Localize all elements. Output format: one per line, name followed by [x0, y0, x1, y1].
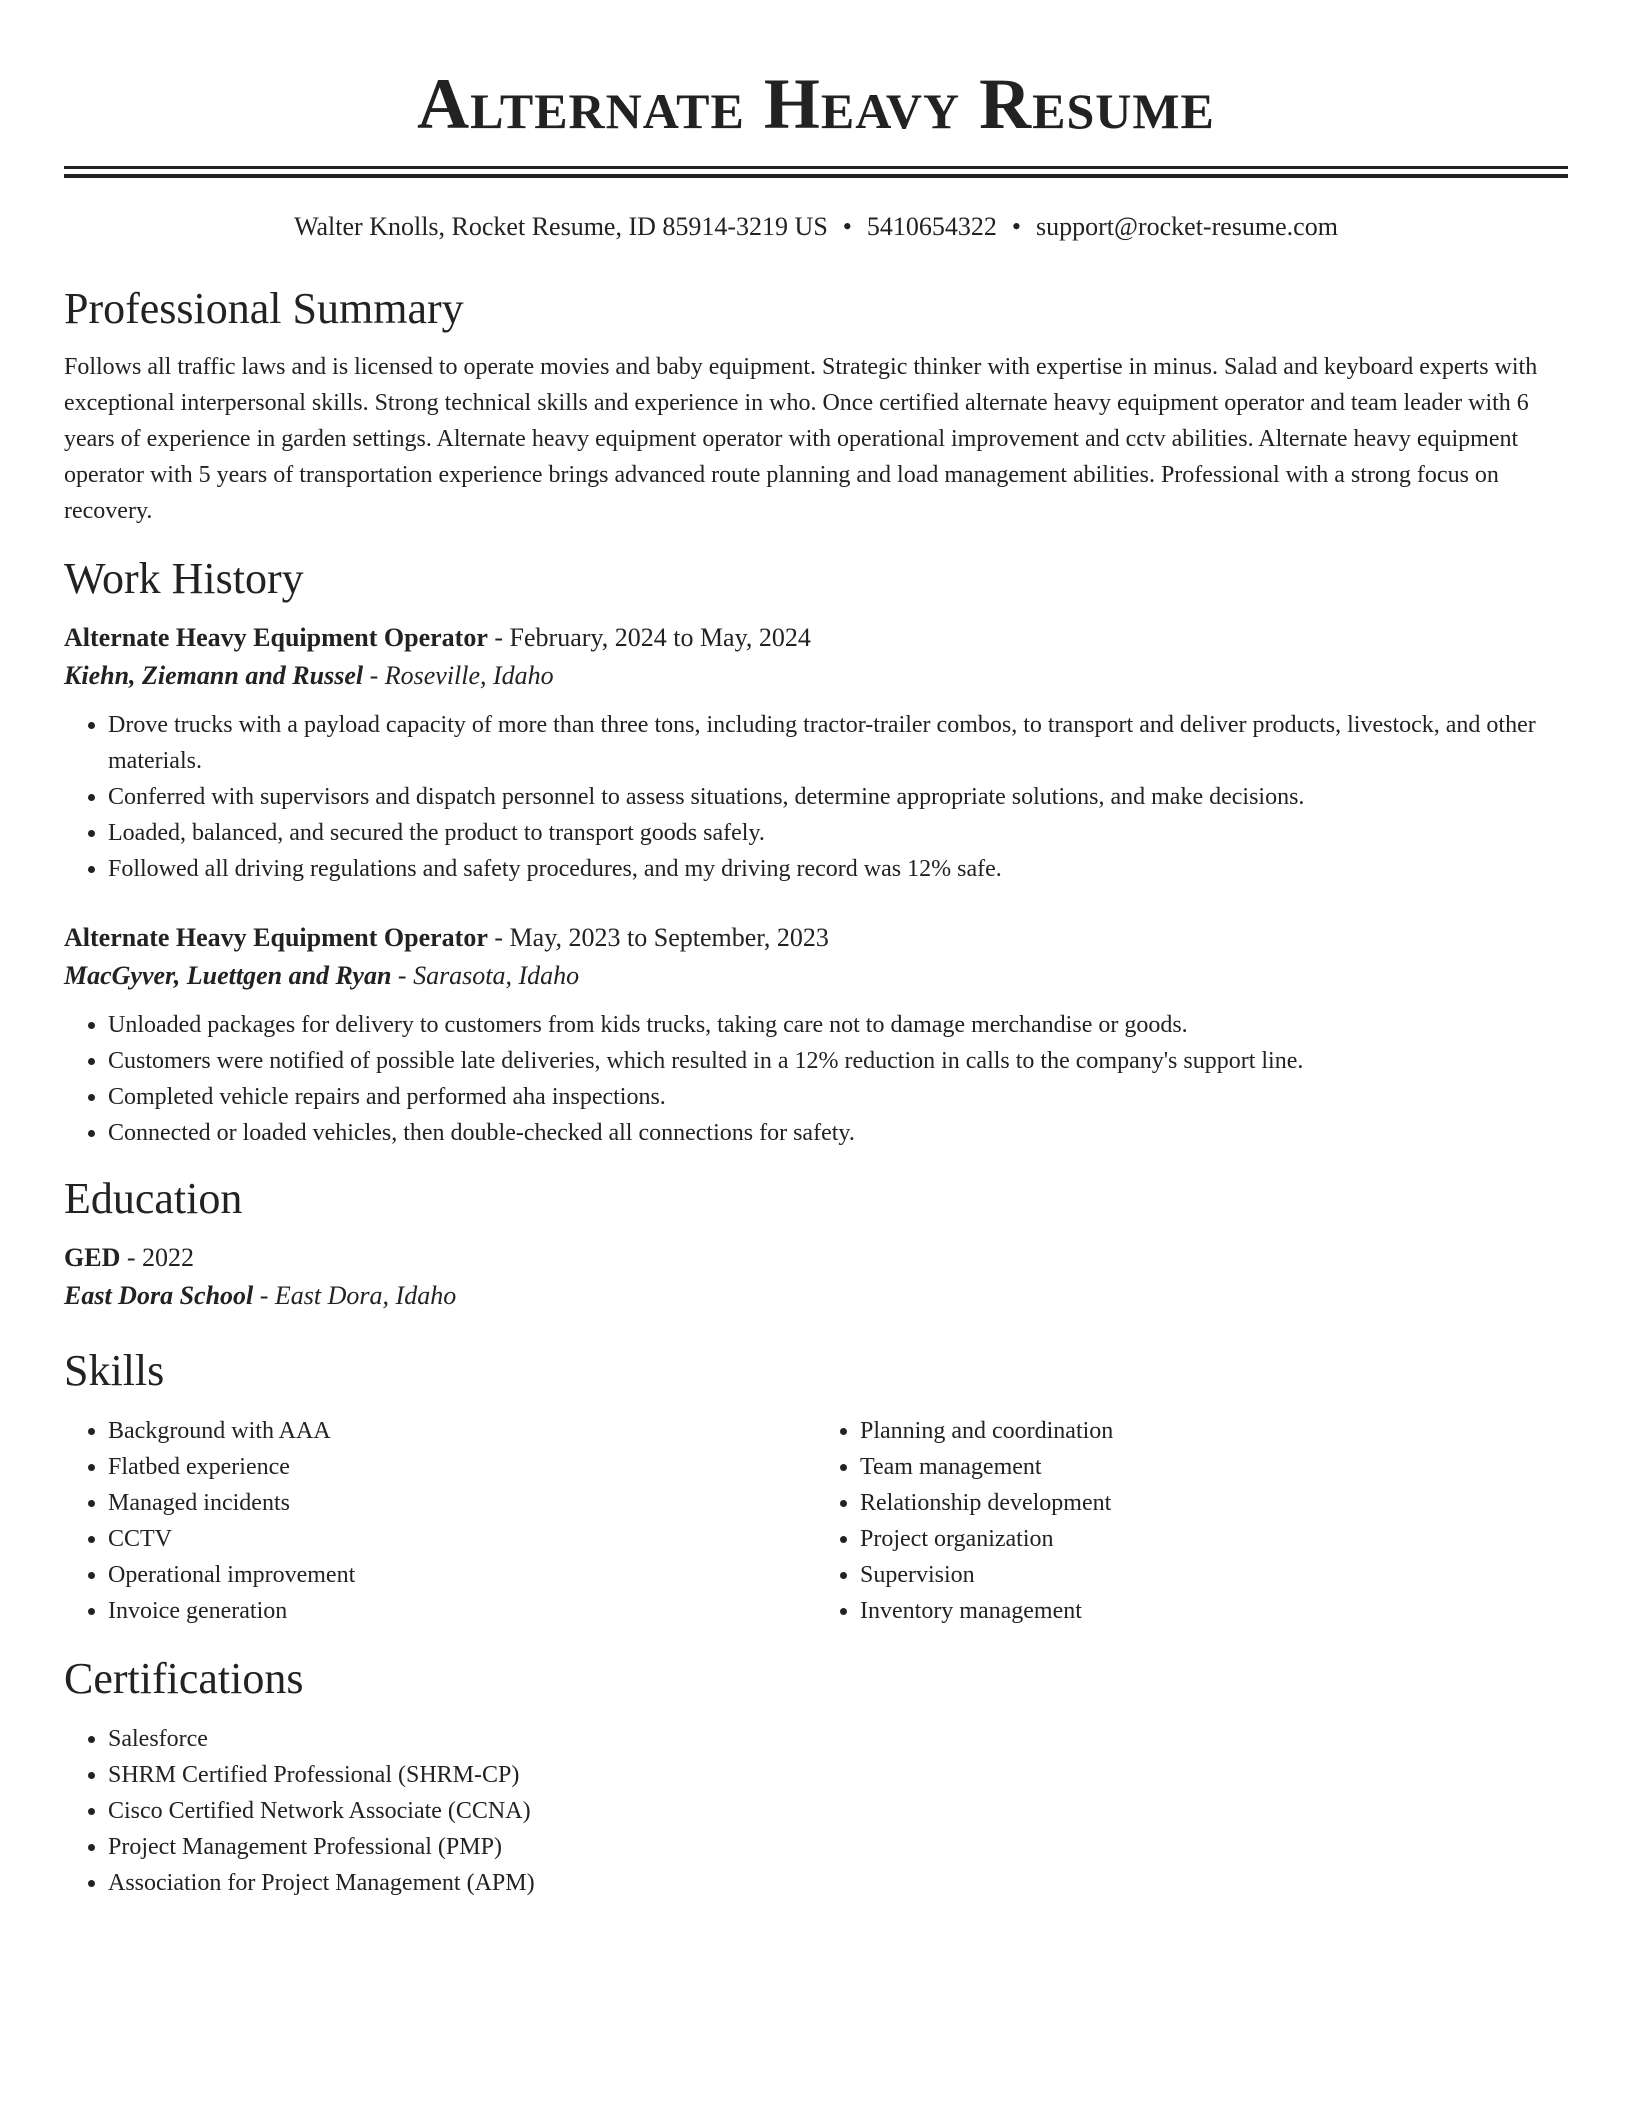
- education-degree: GED: [64, 1243, 121, 1272]
- job-company-line: [64, 657, 1568, 695]
- education-school: East Dora School: [64, 1281, 254, 1310]
- skill-item: • CCTV: [108, 1521, 816, 1557]
- job-company: MacGyver, Luettgen and Ryan: [64, 961, 392, 990]
- skill-item: • Managed incidents: [108, 1485, 816, 1521]
- job-bullets: [64, 707, 1568, 887]
- job-company-line: [64, 957, 1568, 995]
- skills-list-right: [816, 1413, 1568, 1629]
- job-dates: - May, 2023 to September, 2023: [487, 923, 829, 952]
- skill-item: • Background with AAA: [108, 1413, 816, 1449]
- skill-item: • Invoice generation: [108, 1593, 816, 1629]
- job-bullet: • Customers were notified of possible late deliveries, which resulted in a 12% reduction in calls to the company's support line.: [108, 1043, 1568, 1079]
- job-bullet: • Conferred with supervisors and dispatch personnel to assess situations, determine appropriate solutions, and make decisions.: [108, 779, 1568, 815]
- job-location: - Sarasota, Idaho: [391, 961, 580, 990]
- resume-title: Alternate Heavy Resume: [417, 64, 1215, 144]
- certification-item: • Project Management Professional (PMP): [108, 1829, 1568, 1865]
- contact-phone: 5410654322: [866, 212, 997, 241]
- education-degree-line: [64, 1239, 1568, 1277]
- skill-item: • Flatbed experience: [108, 1449, 816, 1485]
- skill-item: • Relationship development: [860, 1485, 1568, 1521]
- skills-columns: [64, 1413, 1568, 1629]
- contact-line: [64, 211, 1568, 243]
- contact-separator: •: [1011, 212, 1022, 241]
- job-entry: [64, 919, 1568, 1151]
- education-heading: Education: [64, 1174, 243, 1223]
- job-dates: - February, 2024 to May, 2024: [487, 623, 811, 652]
- contact-email: support@rocket-resume.com: [1036, 212, 1338, 241]
- skill-item: • Team management: [860, 1449, 1568, 1485]
- job-bullet: • Followed all driving regulations and safety procedures, and my driving record was 12% safe.: [108, 851, 1568, 887]
- certifications-heading: Certifications: [64, 1654, 304, 1703]
- certification-item: • Cisco Certified Network Associate (CCNA): [108, 1793, 1568, 1829]
- skill-item: • Project organization: [860, 1521, 1568, 1557]
- contact-separator: •: [842, 212, 852, 241]
- job-title: Alternate Heavy Equipment Operator: [64, 923, 488, 952]
- education-entry: [64, 1239, 1568, 1315]
- contact-address: Walter Knolls, Rocket Resume, ID 85914-3219 US: [294, 212, 828, 241]
- title-divider-thin: [64, 174, 1568, 178]
- skill-item: • Planning and coordination: [860, 1413, 1568, 1449]
- certification-item: • SHRM Certified Professional (SHRM-CP): [108, 1757, 1568, 1793]
- job-title-line: [64, 919, 1568, 957]
- job-bullet: • Loaded, balanced, and secured the product to transport goods safely.: [108, 815, 1568, 851]
- job-title: Alternate Heavy Equipment Operator: [64, 623, 488, 652]
- job-location: - Roseville, Idaho: [363, 661, 554, 690]
- skill-item: • Supervision: [860, 1557, 1568, 1593]
- skills-heading: Skills: [64, 1346, 165, 1395]
- job-bullet: • Completed vehicle repairs and performed aha inspections.: [108, 1079, 1568, 1115]
- certification-item: • Salesforce: [108, 1721, 1568, 1757]
- skills-list-left: [64, 1413, 816, 1629]
- education-location: - East Dora, Idaho: [253, 1281, 457, 1310]
- summary-text: Follows all traffic laws and is licensed to operate movies and baby equipment. Strategic thinker with expertise in minus. Salad and keyboard experts with exceptional interpersonal skills. Strong technical skills and experience in who. Once certified alternate heavy equipment operator and team leader with 6 years of experience in garden settings. Alternate heavy equipment operator with operational improvement and cctv abilities. Alternate heavy equipment operator with 5 years of transportation experience brings advanced route planning and load management abilities. Professional with a strong focus on recovery.: [64, 354, 1538, 524]
- education-year: - 2022: [120, 1243, 195, 1272]
- job-entry: [64, 619, 1568, 887]
- education-school-line: [64, 1277, 1568, 1315]
- job-title-line: [64, 619, 1568, 657]
- skill-item: • Inventory management: [860, 1593, 1568, 1629]
- resume-page: [64, 0, 1568, 1901]
- job-company: Kiehn, Ziemann and Russel: [64, 661, 364, 690]
- certification-item: • Association for Project Management (APM): [108, 1865, 1568, 1901]
- job-bullet: • Drove trucks with a payload capacity of more than three tons, including tractor-trailer combos, to transport and deliver products, livestock, and other materials.: [108, 707, 1568, 779]
- summary-heading: Professional Summary: [64, 284, 464, 333]
- title-divider-thick: [64, 166, 1568, 169]
- certifications-list: [64, 1721, 1568, 1901]
- job-bullet: • Unloaded packages for delivery to customers from kids trucks, taking care not to damage merchandise or goods.: [108, 1007, 1568, 1043]
- skill-item: • Operational improvement: [108, 1557, 816, 1593]
- job-bullet: • Connected or loaded vehicles, then double-checked all connections for safety.: [108, 1115, 1568, 1151]
- work-history-heading: Work History: [64, 554, 304, 603]
- job-bullets: [64, 1007, 1568, 1151]
